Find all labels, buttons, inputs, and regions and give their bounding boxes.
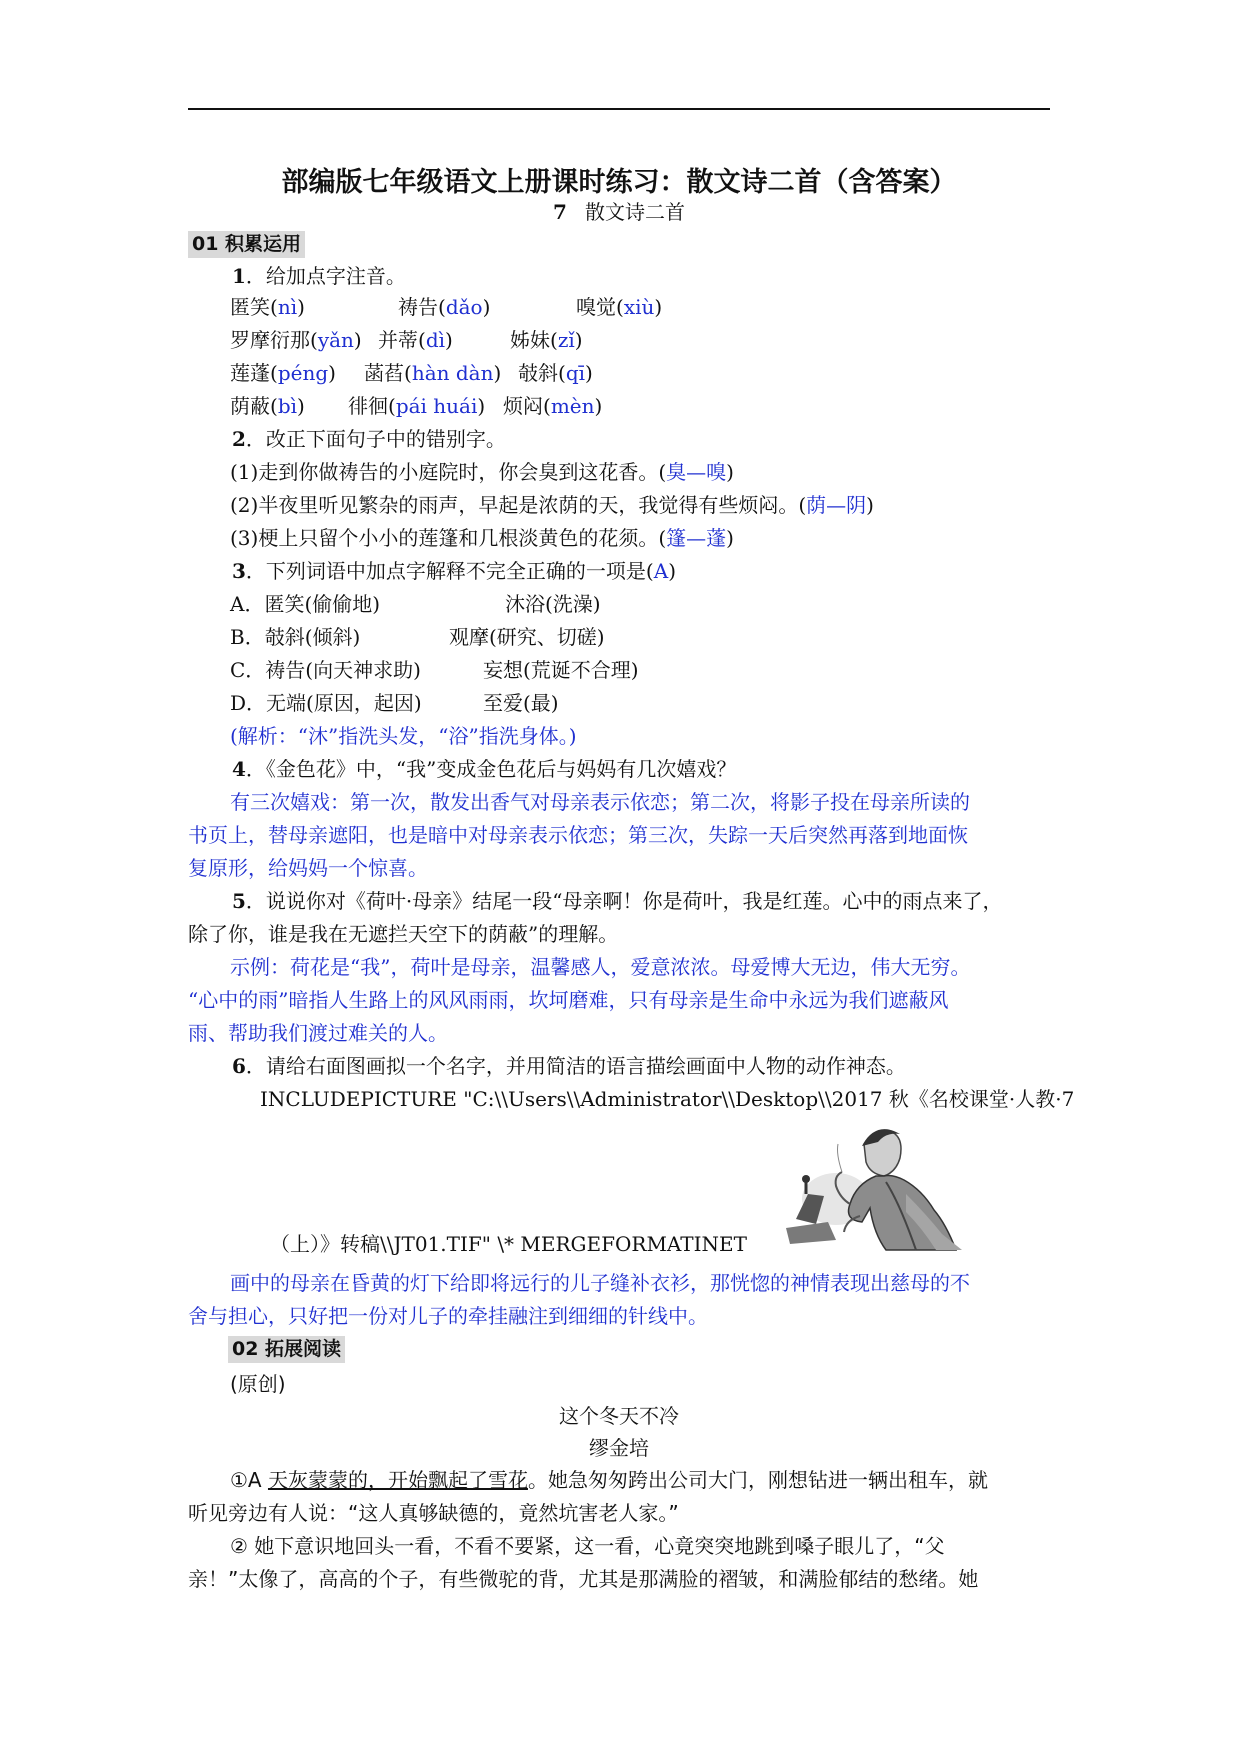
q5-stem-line2: 除了你，谁是我在无遮拦天空下的荫蔽”的理解。	[188, 922, 619, 946]
q1-stem: 1．给加点字注音。	[232, 264, 406, 288]
q1-item: 菡萏(hàn dàn)	[364, 361, 502, 385]
reading-paragraph-1-line2: 听见旁边有人说：“这人真够缺德的，竟然坑害老人家。”	[188, 1501, 679, 1525]
page-title: 部编版七年级语文上册课时练习：散文诗二首（含答案）	[281, 167, 957, 198]
header-rule	[188, 108, 1050, 110]
q6-answer-line: 舍与担心，只好把一份对儿子的牵挂融注到细细的针线中。	[188, 1304, 708, 1328]
q1-item: 罗摩衍那(yǎn)	[230, 328, 362, 352]
mother-sewing-illustration	[766, 1124, 971, 1254]
q4-answer-line: 有三次嬉戏：第一次，散发出香气对母亲表示依恋；第二次，将影子投在母亲所读的	[230, 790, 970, 814]
q4-answer-line: 复原形，给妈妈一个惊喜。	[188, 856, 428, 880]
q2-item: (2)半夜里听见繁杂的雨声，早起是浓荫的天，我觉得有些烦闷。(荫—阴)	[230, 493, 874, 517]
q1-item: 莲蓬(péng)	[230, 361, 336, 385]
q1-item: 攲斜(qī)	[518, 361, 593, 385]
q3-option-c-second: 妄想(荒诞不合理)	[483, 658, 639, 682]
lesson-number: 7	[553, 200, 567, 224]
reading-paragraph-2: ② 她下意识地回头一看，不看不要紧，这一看，心竟突突地跳到嗓子眼儿了，“父	[230, 1534, 945, 1558]
q3-option-a-second: 沐浴(洗澡)	[505, 592, 601, 616]
q1-item: 徘徊(pái huái)	[348, 394, 486, 418]
reading-paragraph-1: ①A 天灰蒙蒙的，开始飘起了雪花。她急匆匆跨出公司大门，刚想钻进一辆出租车，就	[230, 1468, 988, 1492]
q1-item: 荫蔽(bì)	[230, 394, 305, 418]
q2-stem: 2．改正下面句子中的错别字。	[232, 427, 506, 451]
q1-item: 并蒂(dì)	[378, 328, 453, 352]
q3-option-b-second: 观摩(研究、切磋)	[449, 625, 605, 649]
q5-answer-line: 示例：荷花是“我”，荷叶是母亲，温馨感人，爱意浓浓。母爱博大无边，伟大无穷。	[230, 955, 971, 979]
q2-item: (1)走到你做祷告的小庭院时，你会臭到这花香。(臭—嗅)	[230, 460, 734, 484]
lesson-name: 散文诗二首	[584, 200, 685, 224]
q4-stem: 4．《金色花》中，“我”变成金色花后与妈妈有几次嬉戏？	[232, 757, 737, 781]
lesson-subtitle	[188, 196, 1050, 225]
reading-source: (原创)	[230, 1372, 286, 1396]
q1-item: 烦闷(mèn)	[503, 394, 603, 418]
q5-stem: 5．说说你对《荷叶·母亲》结尾一段“母亲啊！你是荷叶，我是红莲。心中的雨点来了，	[232, 889, 1003, 913]
q3-option-d-second: 至爱(最)	[483, 691, 559, 715]
q5-answer-line: 雨、帮助我们渡过难关的人。	[188, 1021, 448, 1045]
reading-author: 缪金培	[589, 1436, 649, 1460]
q4-answer-line: 书页上，替母亲遮阳，也是暗中对母亲表示依恋；第三次，失踪一天后突然再落到地面恢	[188, 823, 968, 847]
q1-item: 姊妹(zǐ)	[510, 328, 583, 352]
q3-stem: 3．下列词语中加点字解释不完全正确的一项是(A)	[232, 559, 676, 583]
q6-field-code-line2: （上）》转稿\\JT01.TIF" \* MERGEFORMATINET	[270, 1232, 747, 1256]
q6-field-code: INCLUDEPICTURE "C:\\Users\\Administrator\\Desktop\\2017 秋《名校课堂·人教·7	[260, 1087, 1075, 1111]
q2-item: (3)梗上只留个小小的莲篷和几根淡黄色的花须。(篷—蓬)	[230, 526, 734, 550]
q3-analysis: (解析：“沐”指洗头发，“浴”指洗身体。)	[230, 724, 577, 748]
q6-stem: 6．请给右面图画拟一个名字，并用简洁的语言描绘画面中人物的动作神态。	[232, 1054, 906, 1078]
reading-title: 这个冬天不冷	[559, 1404, 679, 1428]
q6-answer-line: 画中的母亲在昏黄的灯下给即将远行的儿子缝补衣衫，那恍惚的神情表现出慈母的不	[230, 1271, 970, 1295]
section-heading-1: 01 积累运用	[188, 231, 305, 258]
underlined-sentence-a: 天灰蒙蒙的，开始飘起了雪花	[267, 1468, 528, 1492]
reading-paragraph-2-line2: 亲！”太像了，高高的个子，有些微驼的背，尤其是那满脸的褶皱，和满脸郁结的愁绪。她	[188, 1567, 979, 1591]
q1-item: 祷告(dǎo)	[398, 295, 491, 319]
q3-option-d: D．无端(原因，起因)	[230, 691, 422, 715]
q1-item: 匿笑(nì)	[230, 295, 305, 319]
q5-answer-line: “心中的雨”暗指人生路上的风风雨雨，坎坷磨难，只有母亲是生命中永远为我们遮蔽风	[188, 988, 949, 1012]
q1-item: 嗅觉(xiù)	[576, 295, 663, 319]
q3-option-b: B．攲斜(倾斜)	[230, 625, 361, 649]
q3-option-c: C．祷告(向天神求助)	[230, 658, 421, 682]
q3-option-a: A．匿笑(偷偷地)	[230, 592, 381, 616]
section-heading-2: 02 拓展阅读	[228, 1336, 345, 1363]
